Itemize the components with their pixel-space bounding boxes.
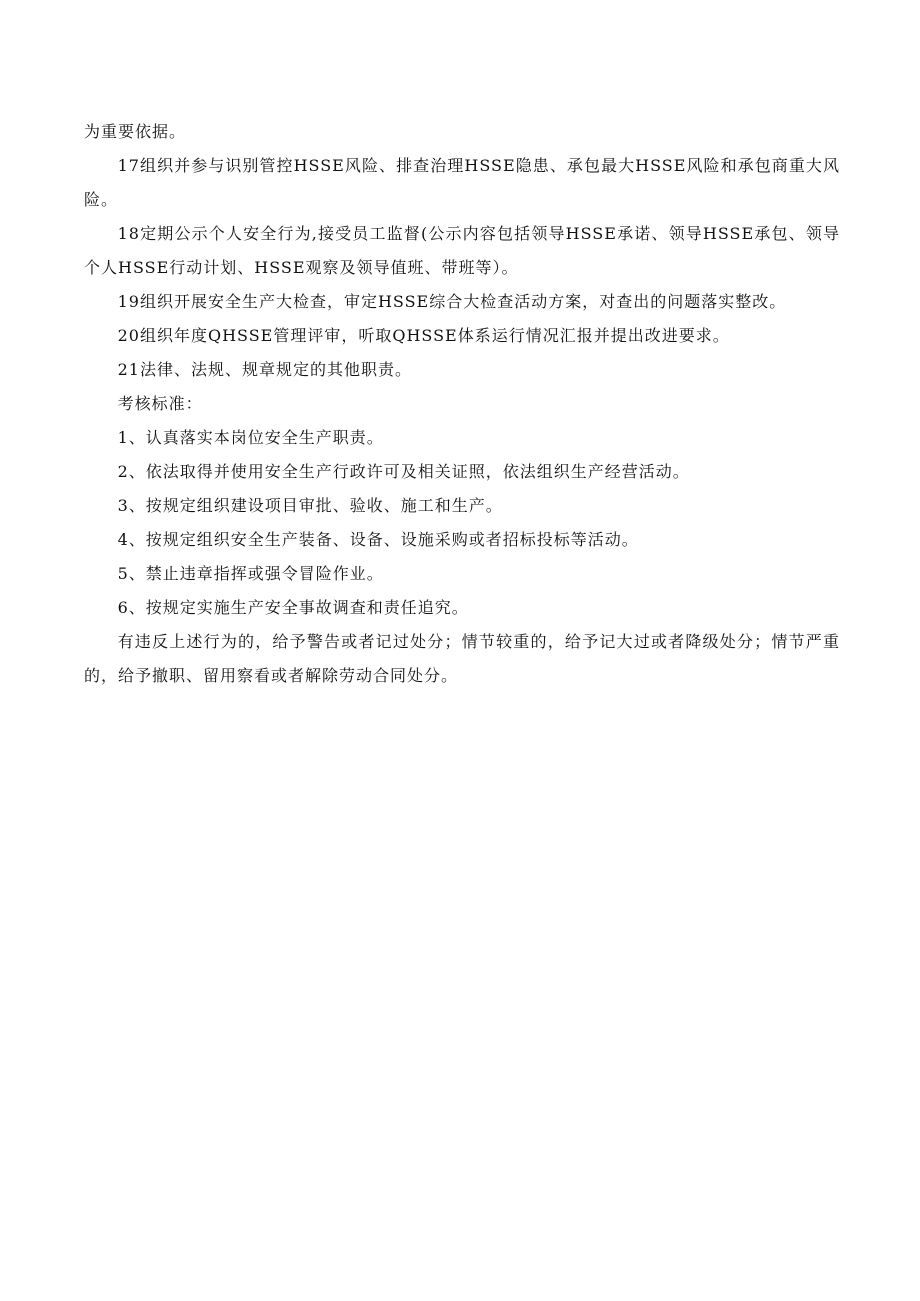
paragraph-continuation: 为重要依据。 — [84, 122, 187, 141]
paragraph-item-19: 19组织开展安全生产大检查，审定HSSE综合大检查活动方案，对查出的问题落实整改。 — [117, 292, 787, 311]
paragraph-item-18: 18定期公示个人安全行为,接受员工监督(公示内容包括领导HSSE承诺、领导HSSE承包、领导个人HSSE行动计划、HSSE观察及领导值班、带班等）。 — [84, 224, 840, 277]
paragraph-item-21: 21法律、法规、规章规定的其他职责。 — [117, 360, 412, 379]
assessment-item-1: 1、认真落实本岗位安全生产职责。 — [117, 428, 384, 447]
assessment-item-4: 4、按规定组织安全生产装备、设备、设施采购或者招标投标等活动。 — [117, 530, 639, 549]
paragraph-item-17: 17组织并参与识别管控HSSE风险、排查治理HSSE隐患、承包最大HSSE风险和承包商重大风险。 — [84, 156, 840, 209]
assessment-item-5: 5、禁止违章指挥或强令冒险作业。 — [117, 564, 384, 583]
document-body — [84, 115, 840, 693]
assessment-item-6: 6、按规定实施生产安全事故调查和责任追究。 — [117, 598, 469, 617]
assessment-item-2: 2、依法取得并使用安全生产行政许可及相关证照，依法组织生产经营活动。 — [117, 462, 690, 481]
paragraph-item-20: 20组织年度QHSSE管理评审，听取QHSSE体系运行情况汇报并提出改进要求。 — [117, 326, 730, 345]
assessment-item-3: 3、按规定组织建设项目审批、验收、施工和生产。 — [117, 496, 503, 515]
penalty-paragraph: 有违反上述行为的，给予警告或者记过处分；情节较重的，给予记大过或者降级处分；情节严重的，给予撤职、留用察看或者解除劳动合同处分。 — [84, 632, 840, 685]
section-heading-assessment: 考核标准： — [117, 394, 203, 413]
